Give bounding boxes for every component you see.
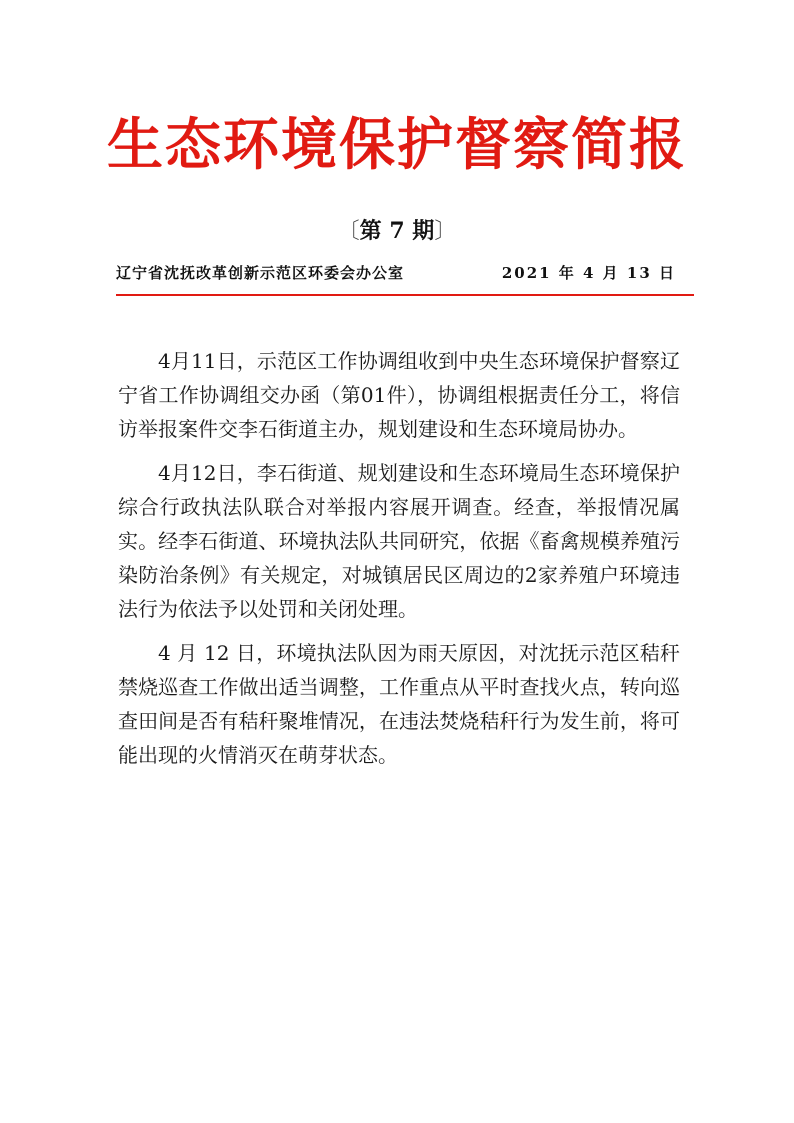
red-divider [116,294,694,296]
paragraph-1: 4月11日，示范区工作协调组收到中央生态环境保护督察辽宁省工作协调组交办函（第01件），协调组根据责任分工，将信访举报案件交李石街道主办，规划建设和生态环境局协办。 [118,349,680,441]
issue-bracket-close: 〕 [434,219,457,244]
issue-date: 2021 年 4 月 13 日 [501,264,676,282]
issuing-office: 辽宁省沈抚改革创新示范区环委会办公室 [116,264,405,282]
masthead-title: 生态环境保护督察简报 [107,113,687,178]
body-content [118,344,680,782]
issue-bracket-open: 〔 [337,219,360,244]
issue-label: 第 7 期 [359,218,435,244]
paragraph-2: 4月12日，李石街道、规划建设和生态环境局生态环境保护综合行政执法队联合对举报内容展开调查。经查，举报情况属实。经李石街道、环境执法队共同研究，依据《畜禽规模养殖污染防治条例》有关规定，对城镇居民区周边的2家养殖户环境违法行为依法予以处罚和关闭处理。 [118,461,680,621]
issue-number [0,220,794,243]
paragraph-3: 4 月 12 日，环境执法队因为雨天原因，对沈抚示范区秸秆禁烧巡查工作做出适当调整，工作重点从平时查找火点，转向巡查田间是否有秸秆聚堆情况，在违法焚烧秸秆行为发生前，将可能出现的火情消灭在萌芽状态。 [118,641,680,767]
meta-row [116,266,676,281]
